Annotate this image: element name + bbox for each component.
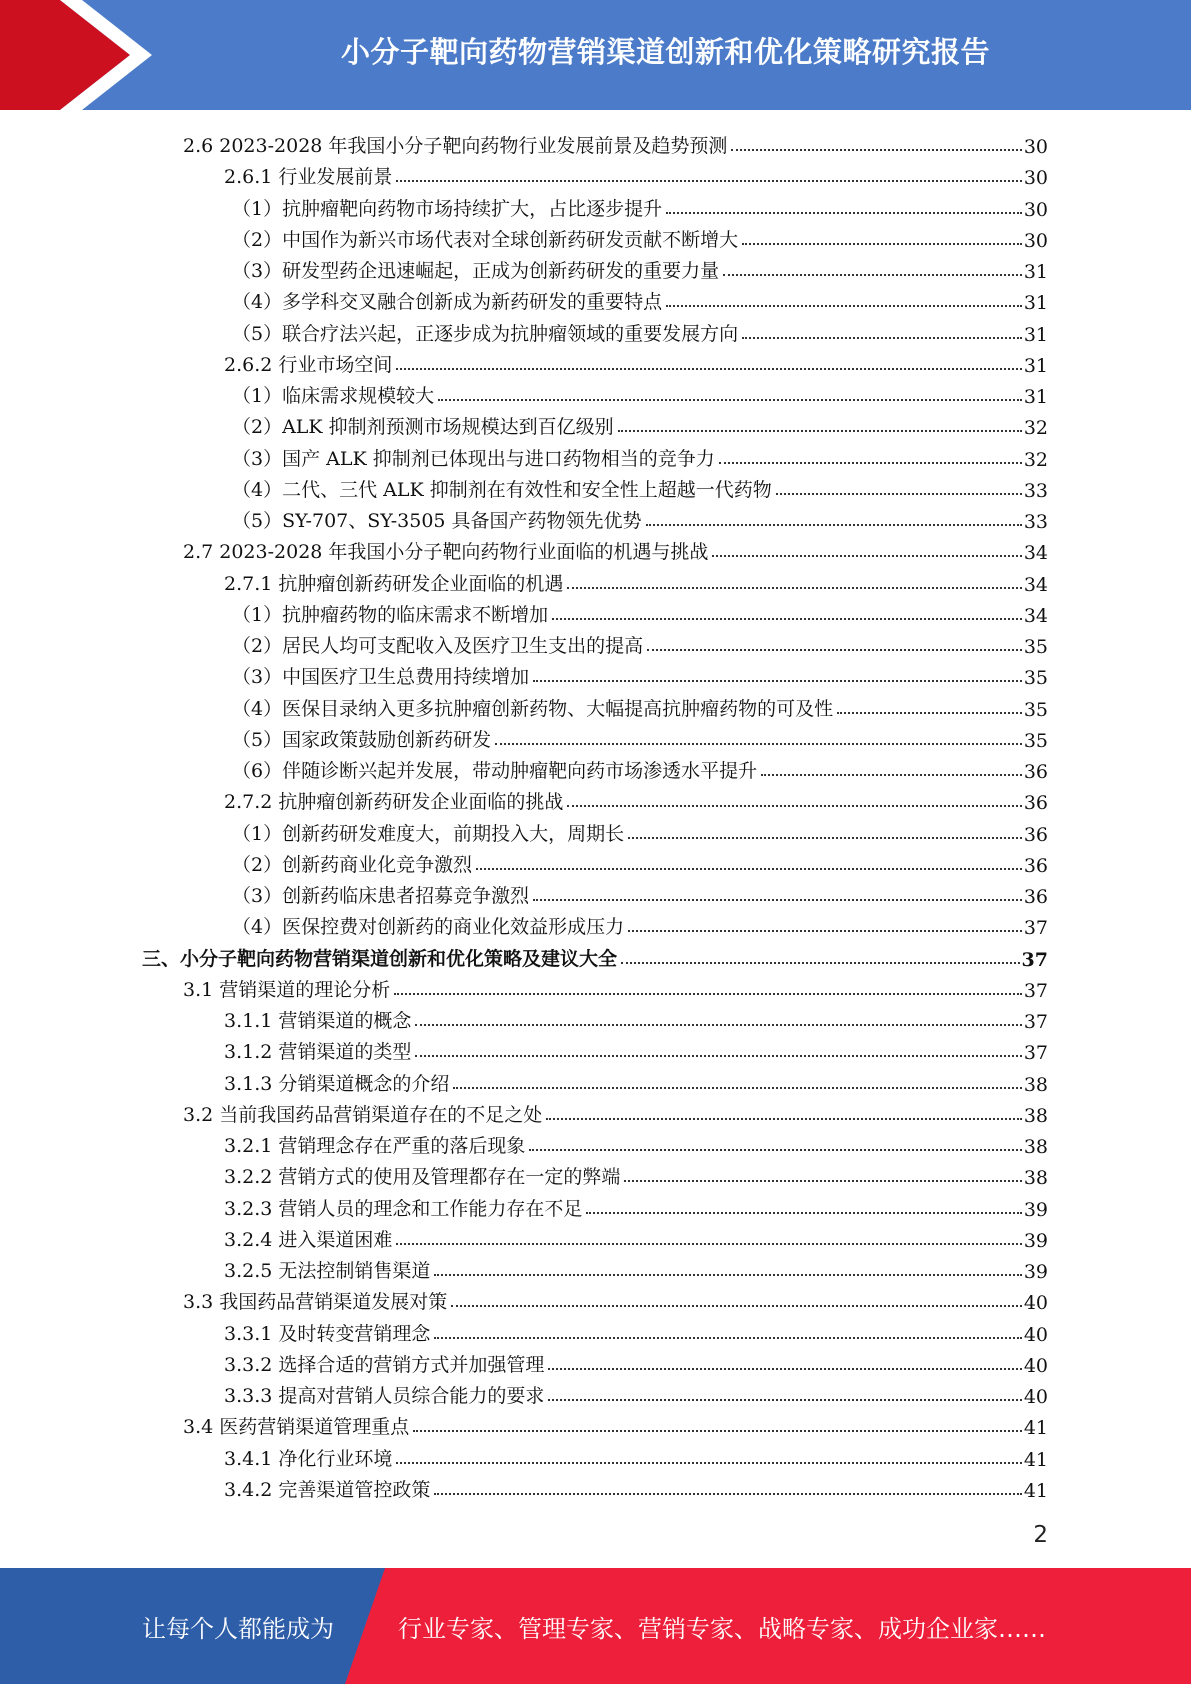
toc-entry[interactable] bbox=[224, 1440, 1048, 1471]
toc-entry[interactable] bbox=[224, 1002, 1048, 1033]
toc-entry[interactable] bbox=[232, 471, 1048, 502]
toc-entry-page: 37 bbox=[1023, 1042, 1048, 1065]
toc-entry-label: （3）中国医疗卫生总费用持续增加 bbox=[232, 666, 530, 689]
toc-entry[interactable] bbox=[224, 1065, 1048, 1096]
toc-entry-label: 3.2.4 进入渠道困难 bbox=[224, 1228, 393, 1251]
toc-dot-leader bbox=[476, 868, 1022, 870]
report-title: 小分子靶向药物营销渠道创新和优化策略研究报告 bbox=[340, 34, 990, 69]
toc-entry-label: （1）创新药研发难度大，前期投入大，周期长 bbox=[232, 822, 625, 845]
toc-entry[interactable] bbox=[224, 1221, 1048, 1252]
toc-entry[interactable] bbox=[224, 1190, 1048, 1221]
toc-entry-label: （5）国家政策鼓励创新药研发 bbox=[232, 728, 492, 751]
toc-entry-page: 41 bbox=[1023, 1417, 1048, 1440]
toc-entry-label: （4）医保目录纳入更多抗肿瘤创新药物、大幅提高抗肿瘤药物的可及性 bbox=[232, 697, 834, 720]
toc-entry-label: （4）医保控费对创新药的商业化效益形成压力 bbox=[232, 916, 625, 939]
toc-entry[interactable] bbox=[232, 752, 1048, 783]
toc-dot-leader bbox=[646, 524, 1022, 526]
toc-entry-label: （2）创新药商业化竞争激烈 bbox=[232, 853, 473, 876]
toc-entry-page: 39 bbox=[1023, 1261, 1048, 1283]
toc-dot-leader bbox=[628, 837, 1022, 839]
toc-dot-leader bbox=[546, 1118, 1022, 1120]
toc-entry[interactable] bbox=[224, 158, 1048, 189]
toc-entry-page: 36 bbox=[1023, 886, 1048, 908]
toc-entry[interactable] bbox=[232, 846, 1048, 877]
toc-dot-leader bbox=[438, 399, 1022, 401]
toc-entry-label: 3.2.3 营销人员的理念和工作能力存在不足 bbox=[224, 1197, 583, 1220]
toc-dot-leader bbox=[731, 149, 1021, 151]
toc-entry-page: 37 bbox=[1023, 979, 1048, 1002]
toc-entry-label: （1）抗肿瘤靶向药物市场持续扩大，占比逐步提升 bbox=[232, 197, 663, 220]
toc-entry-page: 32 bbox=[1023, 448, 1048, 471]
toc-entry[interactable] bbox=[224, 1158, 1048, 1189]
toc-entry-page: 33 bbox=[1023, 511, 1048, 533]
toc-entry-page: 38 bbox=[1023, 1136, 1048, 1158]
toc-entry-label: （5）SY-707、SY-3505 具备国产药物领先优势 bbox=[232, 510, 642, 532]
toc-entry-label: （3）研发型药企迅速崛起，正成为创新药研发的重要力量 bbox=[232, 260, 720, 282]
toc-entry-page: 36 bbox=[1023, 761, 1048, 783]
toc-entry-page: 35 bbox=[1023, 729, 1048, 752]
toc-dot-leader bbox=[567, 805, 1021, 807]
toc-dot-leader bbox=[394, 993, 1022, 995]
toc-dot-leader bbox=[453, 1087, 1021, 1089]
toc-dot-leader bbox=[396, 1243, 1021, 1245]
toc-entry-label: （2）居民人均可支配收入及医疗卫生支出的提高 bbox=[232, 635, 644, 657]
toc-entry[interactable] bbox=[183, 1283, 1048, 1314]
toc-entry-page: 40 bbox=[1023, 1386, 1048, 1408]
toc-entry-label: （4）二代、三代 ALK 抑制剂在有效性和安全性上超越一代药物 bbox=[232, 478, 772, 501]
toc-entry-label: 3.2.5 无法控制销售渠道 bbox=[224, 1260, 431, 1282]
toc-entry-page: 34 bbox=[1023, 573, 1048, 596]
toc-dot-leader bbox=[495, 743, 1022, 745]
toc-dot-leader bbox=[552, 618, 1022, 620]
toc-entry[interactable] bbox=[224, 1346, 1048, 1377]
toc-entry-label: 3.3 我国药品营销渠道发展对策 bbox=[183, 1291, 448, 1314]
toc-dot-leader bbox=[628, 930, 1022, 932]
toc-entry-label: 2.7.2 抗肿瘤创新药研发企业面临的挑战 bbox=[224, 791, 564, 814]
toc-dot-leader bbox=[742, 243, 1022, 245]
toc-dot-leader bbox=[434, 1337, 1021, 1339]
toc-entry-page: 38 bbox=[1023, 1073, 1048, 1096]
toc-entry-label: 2.7.1 抗肿瘤创新药研发企业面临的机遇 bbox=[224, 572, 564, 595]
toc-entry-label: 3.3.3 提高对营销人员综合能力的要求 bbox=[224, 1385, 545, 1407]
toc-entry-page: 31 bbox=[1023, 386, 1048, 408]
toc-entry[interactable] bbox=[183, 971, 1048, 1002]
footer-slogan-right: 行业专家、管理专家、营销专家、战略专家、成功企业家…… bbox=[398, 1614, 1046, 1643]
toc-dot-leader bbox=[666, 305, 1022, 307]
toc-dot-leader bbox=[719, 462, 1022, 464]
toc-entry-label: 3.1 营销渠道的理论分析 bbox=[183, 978, 391, 1001]
toc-entry[interactable] bbox=[232, 721, 1048, 752]
toc-entry-page: 31 bbox=[1023, 354, 1048, 377]
toc-entry-label: （4）多学科交叉融合创新成为新药研发的重要特点 bbox=[232, 291, 663, 314]
toc-dot-leader bbox=[413, 1430, 1022, 1432]
toc-entry-page: 39 bbox=[1023, 1198, 1048, 1221]
toc-entry-page: 30 bbox=[1023, 167, 1048, 190]
toc-dot-leader bbox=[776, 493, 1022, 495]
toc-entry-label: 3.3.1 及时转变营销理念 bbox=[224, 1322, 431, 1345]
toc-dot-leader bbox=[837, 712, 1022, 714]
toc-dot-leader bbox=[396, 180, 1021, 182]
page-footer bbox=[0, 1568, 1191, 1684]
toc-entry[interactable] bbox=[224, 1127, 1048, 1158]
toc-entry-label: 2.7 2023-2028 年我国小分子靶向药物行业面临的机遇与挑战 bbox=[183, 541, 709, 564]
toc-entry[interactable] bbox=[232, 283, 1048, 314]
toc-entry-label: 3.3.2 选择合适的营销方式并加强管理 bbox=[224, 1353, 545, 1376]
toc-entry-label: 三、小分子靶向药物营销渠道创新和优化策略及建议大全 bbox=[142, 947, 618, 970]
toc-dot-leader bbox=[548, 1399, 1021, 1401]
toc-dot-leader bbox=[567, 587, 1021, 589]
toc-entry[interactable] bbox=[224, 1252, 1048, 1283]
toc-entry-page: 32 bbox=[1023, 417, 1048, 440]
toc-entry-label: （1）临床需求规模较大 bbox=[232, 385, 435, 407]
toc-entry[interactable] bbox=[232, 377, 1048, 408]
toc-entry-label: 3.4.2 完善渠道管控政策 bbox=[224, 1478, 431, 1501]
toc-entry-label: （3）创新药临床患者招募竞争激烈 bbox=[232, 885, 530, 907]
toc-entry-page: 39 bbox=[1023, 1229, 1048, 1252]
toc-entry-page: 40 bbox=[1023, 1354, 1048, 1377]
footer-slogan-left: 让每个人都能成为 bbox=[142, 1614, 334, 1643]
toc-entry[interactable] bbox=[232, 658, 1048, 689]
toc-entry-page: 36 bbox=[1023, 823, 1048, 846]
toc-entry-page: 37 bbox=[1021, 948, 1048, 971]
toc-entry[interactable] bbox=[224, 783, 1048, 814]
toc-entry[interactable] bbox=[232, 408, 1048, 439]
toc-entry-page: 31 bbox=[1023, 323, 1048, 346]
toc-entry[interactable] bbox=[232, 877, 1048, 908]
toc-entry[interactable] bbox=[232, 815, 1048, 846]
toc-entry[interactable] bbox=[232, 315, 1048, 346]
toc-dot-leader bbox=[761, 774, 1022, 776]
toc-entry-label: （6）伴随诊断兴起并发展，带动肿瘤靶向药市场渗透水平提升 bbox=[232, 760, 758, 782]
toc-entry-label: （1）抗肿瘤药物的临床需求不断增加 bbox=[232, 603, 549, 626]
toc-entry[interactable] bbox=[224, 1377, 1048, 1408]
toc-entry[interactable] bbox=[232, 908, 1048, 939]
toc-entry-label: 3.1.1 营销渠道的概念 bbox=[224, 1010, 412, 1032]
toc-entry[interactable] bbox=[183, 1408, 1048, 1439]
toc-entry-label: （2）中国作为新兴市场代表对全球创新药研发贡献不断增大 bbox=[232, 228, 739, 251]
toc-entry[interactable] bbox=[224, 1471, 1048, 1502]
toc-entry[interactable] bbox=[232, 252, 1048, 283]
toc-entry-page: 31 bbox=[1023, 292, 1048, 315]
toc-entry-page: 35 bbox=[1023, 698, 1048, 721]
toc-entry-page: 37 bbox=[1023, 917, 1048, 940]
toc-entry-page: 35 bbox=[1023, 636, 1048, 658]
toc-dot-leader bbox=[451, 1305, 1022, 1307]
toc-entry-page: 30 bbox=[1023, 229, 1048, 252]
toc-dot-leader bbox=[621, 962, 1020, 964]
toc-entry-page: 36 bbox=[1023, 792, 1048, 815]
toc-entry-page: 41 bbox=[1023, 1479, 1048, 1502]
toc-dot-leader bbox=[712, 555, 1021, 557]
toc-entry[interactable] bbox=[232, 221, 1048, 252]
page-number: 2 bbox=[1033, 1522, 1048, 1548]
toc-entry-page: 40 bbox=[1023, 1323, 1048, 1346]
toc-entry-page: 34 bbox=[1023, 604, 1048, 627]
toc-entry-page: 30 bbox=[1023, 198, 1048, 221]
toc-entry[interactable] bbox=[224, 1315, 1048, 1346]
toc-entry[interactable] bbox=[224, 346, 1048, 377]
toc-dot-leader bbox=[586, 1212, 1021, 1214]
toc-dot-leader bbox=[666, 212, 1022, 214]
toc-dot-leader bbox=[415, 1024, 1021, 1026]
toc-entry-page: 38 bbox=[1023, 1167, 1048, 1190]
toc-dot-leader bbox=[415, 1055, 1021, 1057]
toc-entry-page: 38 bbox=[1023, 1104, 1048, 1127]
toc-entry[interactable] bbox=[232, 502, 1048, 533]
toc-dot-leader bbox=[434, 1274, 1021, 1276]
toc-entry-label: （2）ALK 抑制剂预测市场规模达到百亿级别 bbox=[232, 416, 614, 439]
toc-entry-page: 33 bbox=[1023, 479, 1048, 502]
toc-dot-leader bbox=[742, 337, 1022, 339]
toc-entry-label: 3.4.1 净化行业环境 bbox=[224, 1447, 393, 1470]
toc-entry-page: 34 bbox=[1023, 542, 1048, 565]
toc-dot-leader bbox=[396, 1462, 1021, 1464]
toc-entry-label: 3.2.1 营销理念存在严重的落后现象 bbox=[224, 1135, 526, 1157]
toc-entry-label: （3）国产 ALK 抑制剂已体现出与进口药物相当的竞争力 bbox=[232, 447, 715, 470]
toc-entry[interactable] bbox=[224, 565, 1048, 596]
toc-entry-label: 3.1.2 营销渠道的类型 bbox=[224, 1041, 412, 1064]
toc-dot-leader bbox=[533, 680, 1022, 682]
toc-entry-page: 40 bbox=[1023, 1292, 1048, 1315]
toc-entry[interactable] bbox=[232, 627, 1048, 658]
toc-dot-leader bbox=[396, 368, 1021, 370]
toc-entry-label: （5）联合疗法兴起，正逐步成为抗肿瘤领域的重要发展方向 bbox=[232, 322, 739, 345]
toc-entry-label: 3.2.2 营销方式的使用及管理都存在一定的弊端 bbox=[224, 1166, 621, 1189]
toc-entry-page: 41 bbox=[1023, 1448, 1048, 1471]
toc-dot-leader bbox=[434, 1493, 1021, 1495]
toc-entry-page: 35 bbox=[1023, 667, 1048, 690]
toc-dot-leader bbox=[647, 649, 1022, 651]
toc-entry-label: 3.1.3 分销渠道概念的介绍 bbox=[224, 1072, 450, 1095]
toc-entry[interactable] bbox=[224, 1033, 1048, 1064]
toc-dot-leader bbox=[618, 430, 1022, 432]
toc-entry[interactable] bbox=[183, 533, 1048, 564]
toc-entry[interactable] bbox=[232, 190, 1048, 221]
toc-entry-page: 30 bbox=[1023, 136, 1048, 158]
page-header bbox=[0, 0, 1191, 110]
toc-entry-label: 2.6.1 行业发展前景 bbox=[224, 166, 393, 189]
toc-entry[interactable] bbox=[232, 690, 1048, 721]
toc-dot-leader bbox=[723, 274, 1022, 276]
toc-entry-label: 3.2 当前我国药品营销渠道存在的不足之处 bbox=[183, 1103, 543, 1126]
toc-dot-leader bbox=[533, 899, 1022, 901]
header-arrow-decoration bbox=[0, 0, 160, 110]
toc-dot-leader bbox=[624, 1180, 1021, 1182]
toc-entry-label: 2.6.2 行业市场空间 bbox=[224, 353, 393, 376]
toc-entry-label: 3.4 医药营销渠道管理重点 bbox=[183, 1416, 410, 1439]
toc-entry[interactable] bbox=[232, 440, 1048, 471]
toc-entry-page: 37 bbox=[1023, 1011, 1048, 1033]
toc-dot-leader bbox=[529, 1149, 1021, 1151]
toc-entry-label: 2.6 2023-2028 年我国小分子靶向药物行业发展前景及趋势预测 bbox=[183, 135, 728, 157]
toc-entry-page: 31 bbox=[1023, 261, 1048, 283]
toc-entry[interactable] bbox=[183, 127, 1048, 158]
toc-entry[interactable] bbox=[183, 1096, 1048, 1127]
toc-dot-leader bbox=[548, 1368, 1021, 1370]
toc-entry[interactable] bbox=[142, 940, 1048, 971]
toc-entry[interactable] bbox=[232, 596, 1048, 627]
toc-entry-page: 36 bbox=[1023, 854, 1048, 877]
